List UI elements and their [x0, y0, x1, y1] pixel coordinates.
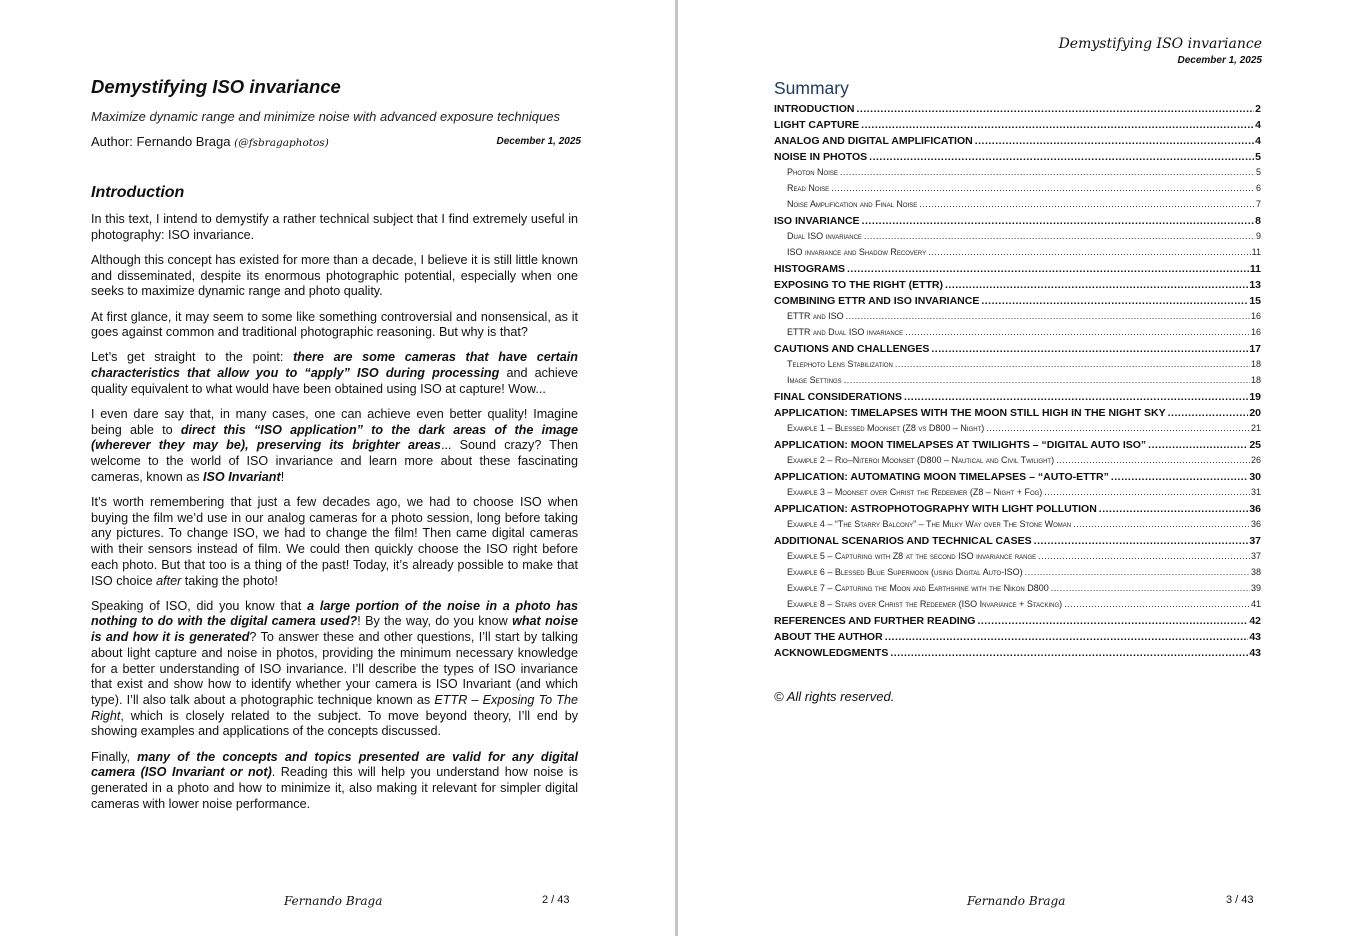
emphasis-text: many of the concepts and topics presented are valid for any digital camera (ISO Invariant or not) [91, 749, 578, 780]
toc-entry-page: 4 [1255, 135, 1261, 147]
toc-leader-dots [1111, 471, 1248, 483]
toc-entry[interactable] [774, 151, 1261, 167]
toc-entry-label: Example 8 – Stars over Christ the Redeemer (ISO Invariance + Stacking) [787, 599, 1063, 609]
toc-entry[interactable] [774, 343, 1261, 359]
toc-entry-label: Noise Amplification and Final Noise [787, 199, 918, 209]
paragraph: In this text, I intend to demystify a rather technical subject that I find extremely useful in photography: ISO invariance. [91, 212, 578, 242]
toc-entry-page: 5 [1255, 151, 1261, 163]
toc-entry[interactable] [774, 199, 1261, 215]
toc-entry-label: HISTOGRAMS [774, 263, 845, 275]
text-run: ! [280, 469, 285, 484]
paragraph: At first glance, it may seem to some like something controversial and nonsensical, as it goes against common and traditional photographic reasoning. But why is that? [91, 309, 578, 340]
toc-entry[interactable] [774, 535, 1261, 551]
document-subtitle: Maximize dynamic range and minimize noise with advanced exposure techniques [91, 109, 560, 124]
toc-entry[interactable] [774, 647, 1261, 663]
toc-entry-page: 11 [1251, 247, 1261, 257]
text-run: ? To answer these and other questions, I’ll start by talking about light capture and noise in photos, providing the minimum necessary knowledge for a better understanding of ISO invariance. I’ll describe the types of ISO invariance that exist and show how to identify whether your camera is ISO Invariant (and which type). I’ll also talk about a photographic technique known as [91, 630, 578, 707]
text-run: It’s worth remembering that just a few decades ago, we had to choose ISO when buying the film we’d use in our analog cameras for a photo session, long before taking any pictures. To change ISO, we had to change the film! Then came digital cameras with their sensors instead of film. We could then quickly choose the ISO right before each photo. But that too is a thing of the past! Today, it’s already possible to make that ISO choice [91, 495, 578, 588]
toc-entry[interactable] [774, 359, 1261, 375]
toc-entry[interactable] [774, 455, 1261, 471]
toc-entry-page: 20 [1249, 407, 1261, 419]
footer-page-number: 2 / 43 [542, 894, 570, 906]
toc-entry-label: APPLICATION: AUTOMATING MOON TIMELAPSES – “AUTO-ETTR” [774, 471, 1109, 483]
document-title: Demystifying ISO invariance [91, 76, 341, 97]
toc-leader-dots [986, 423, 1250, 433]
toc-entry-label: Example 7 – Capturing the Moon and Earthshine with the Nikon D800 [787, 583, 1049, 593]
toc-entry-page: 31 [1250, 487, 1261, 497]
toc-entry[interactable] [774, 583, 1261, 599]
text-run: and achieve quality equivalent to what would have been obtained using ISO at capture! Wow... [91, 366, 579, 396]
toc-entry[interactable] [774, 327, 1261, 343]
toc-entry[interactable] [774, 279, 1261, 295]
toc-entry-label: Example 1 – Blessed Moonset (Z8 vs D800 – Night) [787, 423, 985, 433]
paragraph [91, 495, 578, 589]
toc-entry-label: APPLICATION: ASTROPHOTOGRAPHY WITH LIGHT POLLUTION [774, 503, 1097, 515]
emphasis-text: after [156, 573, 182, 588]
text-run: taking the photo! [181, 573, 278, 588]
toc-entry-label: APPLICATION: TIMELAPSES WITH THE MOON STILL HIGH IN THE NIGHT SKY [774, 407, 1166, 419]
toc-entry-page: 13 [1249, 279, 1261, 291]
table-of-contents [774, 103, 1261, 663]
toc-entry-page: 18 [1250, 359, 1261, 369]
toc-entry-label: EXPOSING TO THE RIGHT (ETTR) [774, 279, 943, 291]
running-header-title: Demystifying ISO invariance [1058, 36, 1262, 52]
toc-entry-label: ETTR and ISO [787, 311, 844, 321]
toc-entry[interactable] [774, 135, 1261, 151]
toc-entry[interactable] [774, 519, 1261, 535]
toc-entry-label: Example 5 – Capturing with Z8 at the second ISO invariance range [787, 551, 1037, 561]
toc-entry-page: 9 [1255, 231, 1261, 241]
emphasis-text: direct this “ISO application” to the dark areas of the image (wherever they may be), preserving its brighter areas [91, 422, 578, 453]
toc-leader-dots [864, 231, 1255, 241]
page-3 [678, 0, 1348, 936]
toc-entry-page: 36 [1249, 503, 1261, 515]
text-run: ... Sound crazy? Then welcome to the world of ISO invariance and learn more about these fascinating cameras, known as [91, 438, 578, 484]
toc-entry-page: 41 [1250, 599, 1261, 609]
paragraph: Although this concept has existed for more than a decade, I believe it is still little known and disseminated, despite its enormous photographic potential, especially when one seeks to maximize dynamic range and photo quality. [91, 252, 578, 299]
toc-leader-dots [861, 119, 1254, 131]
toc-entry-page: 43 [1249, 631, 1261, 643]
toc-entry-label: REFERENCES AND FURTHER READING [774, 615, 976, 627]
toc-entry[interactable] [774, 551, 1261, 567]
toc-entry-page: 26 [1250, 455, 1261, 465]
paragraph [91, 350, 578, 397]
footer-page-number: 3 / 43 [1226, 894, 1254, 906]
toc-entry[interactable] [774, 231, 1261, 247]
toc-entry[interactable] [774, 423, 1261, 439]
toc-entry-label: Example 2 – Rio–Niteroi Moonset (D800 – Nautical and Civil Twilight) [787, 455, 1055, 465]
toc-entry-label: Image Settings [787, 375, 842, 385]
toc-entry-label: ACKNOWLEDGMENTS [774, 647, 889, 659]
toc-entry-label: ISO invariance and Shadow Recovery [787, 247, 927, 257]
toc-entry-label: Photon Noise [787, 167, 838, 177]
toc-entry[interactable] [774, 375, 1261, 391]
toc-entry-label: ETTR and Dual ISO invariance [787, 327, 904, 337]
toc-leader-dots [857, 103, 1255, 115]
toc-entry[interactable] [774, 247, 1261, 263]
copyright-notice: © All rights reserved. [774, 689, 895, 704]
toc-leader-dots [1025, 567, 1250, 577]
footer-author: Fernando Braga [967, 894, 1066, 908]
paragraph [91, 750, 578, 813]
toc-entry-page: 11 [1249, 263, 1261, 275]
toc-leader-dots [1044, 487, 1250, 497]
toc-leader-dots [885, 631, 1249, 643]
toc-entry-label: NOISE IN PHOTOS [774, 151, 868, 163]
emphasis-text: ISO Invariant [203, 469, 281, 484]
toc-entry-page: 6 [1255, 183, 1261, 193]
toc-entry-label: Telephoto Lens Stabilization [787, 359, 893, 369]
author-label: Author: Fernando Braga [91, 134, 231, 149]
toc-entry-label: Read Noise [787, 183, 830, 193]
toc-entry-label: ABOUT THE AUTHOR [774, 631, 883, 643]
toc-leader-dots [869, 151, 1254, 163]
toc-leader-dots [1034, 535, 1249, 547]
toc-leader-dots [904, 391, 1248, 403]
toc-leader-dots [1056, 455, 1250, 465]
toc-leader-dots [1064, 599, 1250, 609]
toc-entry-page: 18 [1250, 375, 1261, 385]
toc-entry[interactable] [774, 167, 1261, 183]
toc-entry-page: 16 [1250, 311, 1261, 321]
toc-leader-dots [905, 327, 1250, 337]
toc-entry-page: 36 [1250, 519, 1261, 529]
toc-entry-page: 25 [1249, 439, 1261, 451]
toc-entry-page: 37 [1249, 535, 1261, 547]
introduction-body [91, 212, 578, 822]
toc-leader-dots [977, 615, 1248, 627]
toc-entry[interactable] [774, 503, 1261, 519]
toc-entry-page: 7 [1255, 199, 1261, 209]
author-handle: (@fsbragaphotos) [234, 137, 329, 149]
toc-entry-page: 42 [1249, 615, 1261, 627]
running-header-date: December 1, 2025 [1177, 55, 1262, 66]
toc-entry[interactable] [774, 311, 1261, 327]
toc-entry[interactable] [774, 295, 1261, 311]
toc-leader-dots [975, 135, 1254, 147]
toc-entry[interactable] [774, 631, 1261, 647]
toc-entry-label: LIGHT CAPTURE [774, 119, 860, 131]
toc-entry[interactable] [774, 103, 1261, 119]
toc-entry-page: 5 [1255, 167, 1261, 177]
toc-entry-label: Example 6 – Blessed Blue Supermoon (using Digital Auto-ISO) [787, 567, 1023, 577]
toc-entry-page: 38 [1250, 567, 1261, 577]
author-line [91, 134, 581, 149]
emphasis-text: what noise is and how it is generated [91, 614, 578, 645]
toc-entry-page: 21 [1250, 423, 1261, 433]
toc-entry[interactable] [774, 407, 1261, 423]
emphasis-text: ETTR – Exposing To The Right [91, 692, 578, 723]
toc-entry[interactable] [774, 615, 1261, 631]
text-run: . Reading this will help you understand how noise is generated in a photo and how to minimize it, also making it relevant for simpler digital cameras with lower noise performance. [91, 765, 578, 811]
toc-entry[interactable] [774, 183, 1261, 199]
toc-leader-dots [862, 215, 1255, 227]
toc-entry-page: 19 [1249, 391, 1261, 403]
toc-entry-page: 37 [1250, 551, 1261, 561]
toc-entry-page: 2 [1255, 103, 1261, 115]
text-run: ! By the way, do you know [357, 614, 513, 629]
toc-entry-label: ANALOG AND DIGITAL AMPLIFICATION [774, 135, 973, 147]
toc-entry-page: 43 [1249, 647, 1261, 659]
toc-leader-dots [931, 343, 1248, 355]
toc-leader-dots [928, 247, 1251, 257]
text-run: , which is closely related to the subject. To move beyond theory, I’ll end by showing examples and applications of the concepts discussed. [91, 708, 578, 739]
toc-entry-label: COMBINING ETTR AND ISO INVARIANCE [774, 295, 980, 307]
toc-entry-label: ISO INVARIANCE [774, 215, 860, 227]
toc-leader-dots [895, 359, 1250, 369]
toc-leader-dots [1051, 583, 1250, 593]
toc-entry-page: 8 [1255, 215, 1261, 227]
toc-entry[interactable] [774, 471, 1261, 487]
toc-entry-label: Example 3 – Moonset over Christ the Redeemer (Z8 – Night + Fog) [787, 487, 1043, 497]
toc-entry-label: Example 4 – “The Starry Balcony” – The Milky Way over The Stone Woman [787, 519, 1072, 529]
paragraph [91, 407, 578, 486]
toc-leader-dots [1073, 519, 1250, 529]
toc-leader-dots [1168, 407, 1249, 419]
toc-leader-dots [840, 167, 1255, 177]
toc-leader-dots [981, 295, 1248, 307]
toc-leader-dots [890, 647, 1248, 659]
toc-entry[interactable] [774, 391, 1261, 407]
toc-entry-page: 39 [1250, 583, 1261, 593]
toc-entry-label: INTRODUCTION [774, 103, 855, 115]
section-heading-introduction: Introduction [91, 184, 185, 201]
text-run: Let’s get straight to the point: [91, 350, 294, 365]
text-run: Finally, [91, 749, 138, 764]
toc-leader-dots [1099, 503, 1249, 515]
toc-entry[interactable] [774, 599, 1261, 615]
toc-entry-page: 4 [1255, 119, 1261, 131]
toc-entry-label: CAUTIONS AND CHALLENGES [774, 343, 930, 355]
text-run: Speaking of ISO, did you know that [91, 598, 308, 613]
toc-leader-dots [831, 183, 1255, 193]
toc-entry[interactable] [774, 263, 1261, 279]
toc-entry-label: APPLICATION: MOON TIMELAPSES AT TWILIGHTS – “DIGITAL AUTO ISO” [774, 439, 1147, 451]
emphasis-text: a large portion of the noise in a photo has nothing to do with the digital camera used? [91, 598, 578, 629]
toc-title: Summary [774, 78, 849, 98]
toc-leader-dots [1148, 439, 1248, 451]
toc-entry-label: ADDITIONAL SCENARIOS AND TECHNICAL CASES [774, 535, 1032, 547]
footer-author: Fernando Braga [284, 894, 383, 908]
toc-leader-dots [844, 375, 1250, 385]
toc-leader-dots [1038, 551, 1250, 561]
toc-entry-label: FINAL CONSIDERATIONS [774, 391, 902, 403]
toc-entry-page: 15 [1249, 295, 1261, 307]
toc-leader-dots [919, 199, 1255, 209]
toc-entry[interactable] [774, 567, 1261, 583]
text-run: I even dare say that, in many cases, one can achieve even better quality! Imagine being able to [91, 407, 578, 437]
toc-entry-page: 30 [1249, 471, 1261, 483]
toc-entry[interactable] [774, 439, 1261, 455]
emphasis-text: there are some cameras that have certain characteristics that allow you to “apply” ISO during processing [91, 350, 578, 381]
toc-leader-dots [945, 279, 1248, 291]
toc-leader-dots [846, 311, 1250, 321]
document-date: December 1, 2025 [496, 136, 581, 147]
toc-entry-page: 17 [1249, 343, 1261, 355]
toc-leader-dots [847, 263, 1249, 275]
paragraph [91, 599, 578, 740]
toc-entry[interactable] [774, 119, 1261, 135]
toc-entry-page: 16 [1250, 327, 1261, 337]
toc-entry[interactable] [774, 215, 1261, 231]
toc-entry[interactable] [774, 487, 1261, 503]
toc-entry-label: Dual ISO invariance [787, 231, 862, 241]
